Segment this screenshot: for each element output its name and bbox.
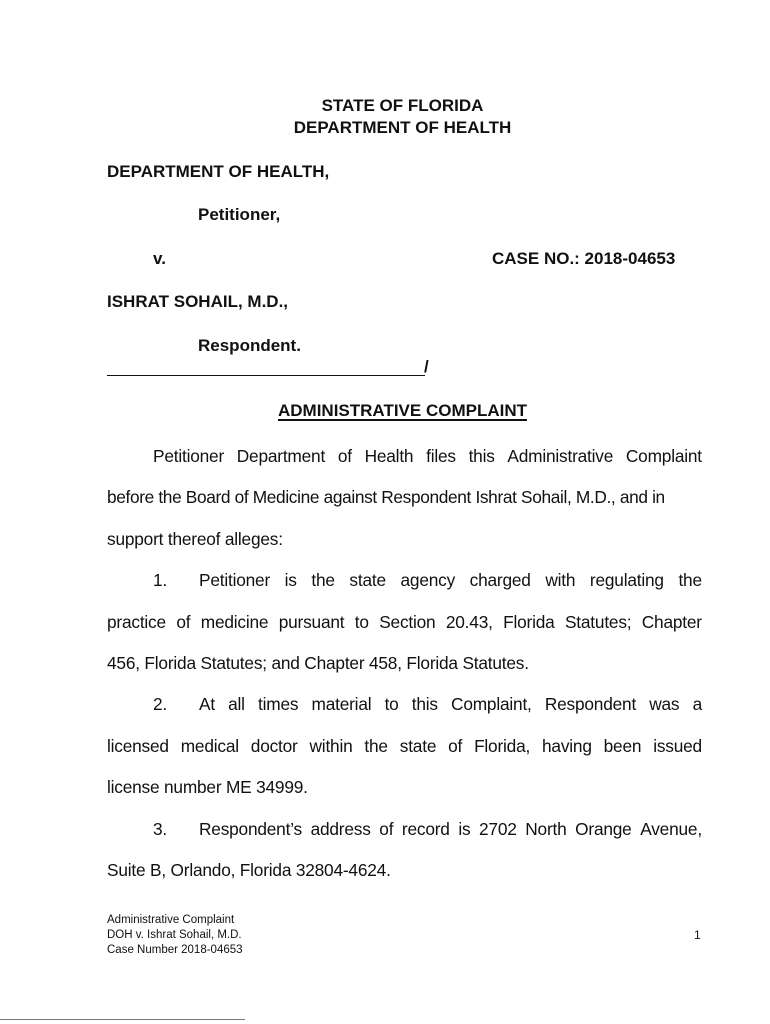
word: state (349, 570, 386, 590)
word: Florida, (474, 736, 531, 756)
word: times (258, 694, 299, 714)
document-title: ADMINISTRATIVE COMPLAINT (277, 401, 527, 420)
word: to (354, 612, 369, 632)
respondent-name: ISHRAT SOHAIL, M.D., (107, 292, 289, 311)
word: all (228, 694, 245, 714)
para2-number: 2. (153, 694, 168, 714)
word: pursuant (278, 612, 345, 632)
word: doctor (250, 736, 298, 756)
word: medical (180, 736, 239, 756)
word: been (603, 736, 642, 756)
para1-line-1 (199, 570, 702, 591)
word: Section (379, 612, 436, 632)
para2-line-1 (199, 694, 702, 715)
word: material (311, 694, 372, 714)
word: address (310, 819, 371, 839)
word: state (399, 736, 437, 756)
word: practice (107, 612, 166, 632)
word: Petitioner (153, 446, 225, 466)
word: record (401, 819, 450, 839)
word: 20.43, (445, 612, 493, 632)
para2-line-3: license number ME 34999. (107, 777, 308, 797)
word: Department (236, 446, 326, 466)
caption-rule (107, 375, 425, 376)
para2-line-2 (107, 736, 702, 757)
para3-number: 3. (153, 819, 168, 839)
word: charged (469, 570, 531, 590)
header-department: DEPARTMENT OF HEALTH (293, 118, 512, 137)
intro-line-3: support thereof alleges: (107, 529, 283, 549)
word: the (311, 570, 335, 590)
word: of (337, 446, 352, 466)
petitioner-role: Petitioner, (198, 205, 281, 224)
word: files (426, 446, 456, 466)
word: 2702 (479, 819, 517, 839)
word: with (545, 570, 576, 590)
caption-slash: / (424, 357, 429, 376)
word: Complaint (625, 446, 702, 466)
para3-line-1 (199, 819, 702, 840)
word: Complaint, (451, 694, 532, 714)
respondent-role: Respondent. (198, 336, 301, 355)
word: this (411, 694, 438, 714)
word: this (468, 446, 495, 466)
word: is (458, 819, 471, 839)
scan-edge-line (0, 1019, 245, 1020)
word: of (379, 819, 394, 839)
intro-line-2: before the Board of Medicine against Respondent Ishrat Sohail, M.D., and in (107, 487, 665, 507)
word: Respondent’s (199, 819, 302, 839)
word: a (692, 694, 702, 714)
word: Avenue, (640, 819, 702, 839)
word: of (448, 736, 463, 756)
para1-line-3: 456, Florida Statutes; and Chapter 458, Florida Statutes. (107, 653, 529, 673)
word: Petitioner (199, 570, 271, 590)
para1-number: 1. (153, 570, 168, 590)
para3-line-2: Suite B, Orlando, Florida 32804-4624. (107, 860, 391, 880)
page-number: 1 (694, 928, 701, 942)
word: was (649, 694, 680, 714)
word: medicine (200, 612, 269, 632)
word: At (199, 694, 215, 714)
word: having (542, 736, 592, 756)
page-footer (107, 913, 243, 958)
word: of (176, 612, 191, 632)
intro-line-1 (153, 446, 702, 467)
word: Chapter (641, 612, 702, 632)
word: North (525, 819, 567, 839)
footer-case-number: Case Number 2018-04653 (107, 944, 243, 956)
footer-case-style: DOH v. Ishrat Sohail, M.D. (107, 929, 242, 941)
petitioner-name: DEPARTMENT OF HEALTH, (107, 162, 330, 181)
word: Health (364, 446, 414, 466)
word: regulating (589, 570, 664, 590)
footer-document-type: Administrative Complaint (107, 914, 235, 926)
word: within (309, 736, 353, 756)
word: issued (653, 736, 702, 756)
word: Orange (575, 819, 632, 839)
word: is (284, 570, 297, 590)
case-number: CASE NO.: 2018-04653 (492, 249, 676, 268)
word: Florida (503, 612, 555, 632)
word: the (364, 736, 388, 756)
versus-label: v. (153, 249, 166, 268)
word: Respondent (544, 694, 637, 714)
word: the (678, 570, 702, 590)
para1-line-2 (107, 612, 702, 633)
header-state: STATE OF FLORIDA (321, 96, 484, 115)
word: Administrative (507, 446, 614, 466)
word: to (384, 694, 399, 714)
word: Statutes; (564, 612, 632, 632)
word: licensed (107, 736, 169, 756)
word: agency (400, 570, 456, 590)
